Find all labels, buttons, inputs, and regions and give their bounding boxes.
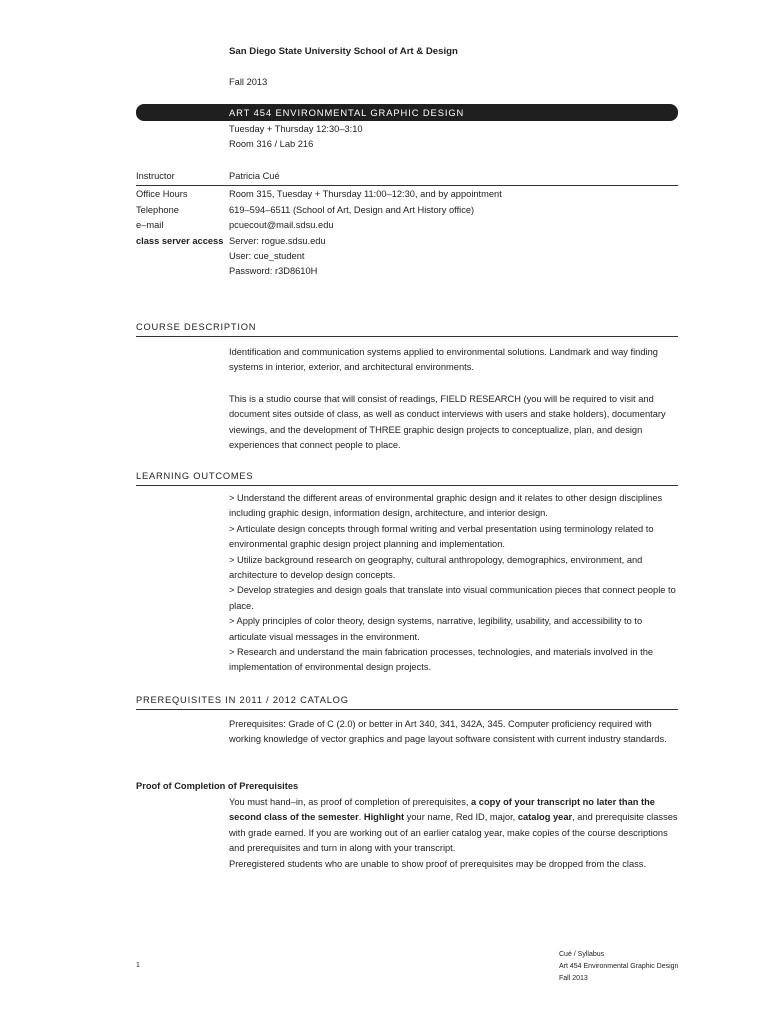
email-label: e–mail <box>136 220 164 231</box>
office-hours-value: Room 315, Tuesday + Thursday 11:00–12:30, and by appointment <box>229 189 502 200</box>
outcome-item: > Apply principles of color theory, design systems, narrative, legibility, usability, and accessibility to to articulate visual messages in the environment. <box>229 616 643 642</box>
instructor-label: Instructor <box>136 171 175 181</box>
outcome-item: > Utilize background research on geography, cultural anthropology, demographics, environment, and architecture to develop design concepts. <box>229 554 643 581</box>
telephone-value: 619–594–6511 (School of Art, Design and Art History office) <box>229 204 475 215</box>
footer-line-2: Art 454 Environmental Graphic Design <box>559 963 679 970</box>
proof-emphasis: Highlight <box>363 812 405 823</box>
proof-instructions <box>229 795 681 857</box>
page-number: 1 <box>136 962 140 969</box>
proof-body <box>229 795 681 872</box>
proof-note: Preregistered students who are unable to show proof of prerequisites may be dropped from the class. <box>229 858 647 869</box>
server-row <box>136 234 678 249</box>
prerequisites-body: Prerequisites: Grade of C (2.0) or better in Art 340, 341, 342A, 345. Computer proficiency required with working knowledge of vector graphics and page layout software consistent with current industry standards. <box>229 719 667 745</box>
email-value[interactable]: pcuecout@mail.sdsu.edu <box>229 220 334 231</box>
course-room: Room 316 / Lab 216 <box>229 139 314 150</box>
course-description-body <box>229 345 681 469</box>
proof-emphasis: a copy of your transcript no later than the second class of the semester <box>229 797 655 823</box>
outcome-item: > Develop strategies and design goals that translate into visual communication pieces that connect people to place. <box>229 585 676 611</box>
footer-line-3: Fall 2013 <box>559 975 588 982</box>
footer-line-1: Cué / Syllabus <box>559 951 605 958</box>
proof-heading: Proof of Completion of Prerequisites <box>136 781 299 791</box>
school-name: San Diego State University School of Art & Design <box>229 46 458 57</box>
user-row <box>136 249 678 264</box>
page-footer <box>559 949 678 985</box>
office-hours-row <box>136 187 678 202</box>
course-description-heading: COURSE DESCRIPTION <box>136 320 678 337</box>
outcome-item: > Research and understand the main fabrication processes, technologies, and materials involved in the implementation of environmental design projects. <box>229 647 654 673</box>
proof-emphasis: catalog year <box>517 812 573 823</box>
instructor-name: Patricia Cué <box>229 171 280 181</box>
office-hours-label: Office Hours <box>136 189 188 200</box>
email-row <box>136 218 678 233</box>
outcome-item: > Understand the different areas of environmental graphic design and it relates to other design disciplines including graphic design, information design, architecture, and interior design. <box>229 493 663 519</box>
outcome-item: > Articulate design concepts through formal writing and verbal presentation using terminology related to environmental graphic design project planning and implementation. <box>229 523 654 550</box>
term: Fall 2013 <box>229 77 268 87</box>
instructor-info <box>136 169 678 280</box>
password-value: Password: r3D8610H <box>229 266 318 277</box>
user-value: User: cue_student <box>229 251 305 262</box>
course-title-bar <box>136 104 678 121</box>
proof-text: your name, Red ID, major, <box>404 812 518 823</box>
proof-text: . <box>358 812 364 823</box>
prerequisites-heading: PREREQUISITES IN 2011 / 2012 CATALOG <box>136 693 678 710</box>
telephone-label: Telephone <box>136 204 179 215</box>
telephone-row <box>136 203 678 218</box>
proof-text: , and prerequisite classes with grade earned. If you are working out of an earlier catalog year, make copies of the course descriptions and prerequisites and turn in along with your transcript. <box>229 812 678 854</box>
course-days-time: Tuesday + Thursday 12:30–3:10 <box>229 124 363 134</box>
course-description-para-2: This is a studio course that will consist of readings, FIELD RESEARCH (you will be required to visit and document sites outside of class, as well as conduct interviews with users and stake holders), documentary viewings, and the development of THREE graphic design projects to conceptualize, plan, and design experiences that connect people to place. <box>229 393 666 451</box>
course-schedule <box>229 122 363 153</box>
learning-outcomes-heading: LEARNING OUTCOMES <box>136 469 678 486</box>
server-label: class server access <box>136 235 224 246</box>
learning-outcomes-list <box>229 491 681 676</box>
proof-text: You must hand–in, as proof of completion of prerequisites, <box>229 797 472 807</box>
password-row <box>136 264 678 279</box>
instructor-row <box>136 169 678 186</box>
server-value: Server: rogue.sdsu.edu <box>229 235 326 246</box>
course-description-para-1: Identification and communication systems applied to environmental solutions. Landmark and way finding systems in interior, exterior, and architectural environments. <box>229 347 658 373</box>
course-title: ART 454 ENVIRONMENTAL GRAPHIC DESIGN <box>229 107 465 118</box>
